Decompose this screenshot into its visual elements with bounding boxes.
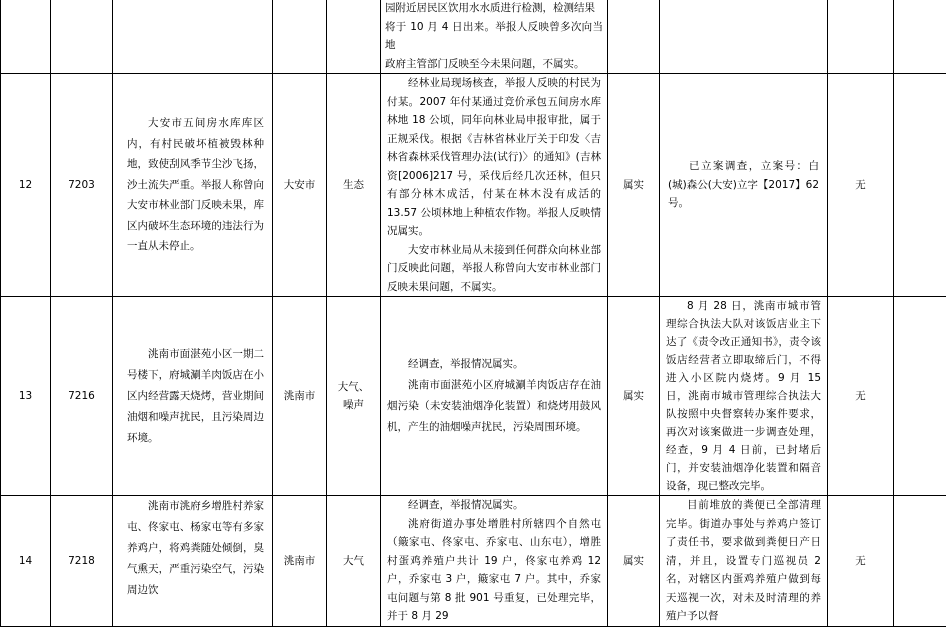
handling-cell: 目前堆放的粪便已全部清理完毕。街道办事处与养鸡户签订了责任书，要求做到粪便日产日清，并且，设置专门巡视员 2 名，对辖区内蛋鸡养殖户做到每天巡视一次，对未及时清理的养殖户予以督 xyxy=(660,496,828,627)
findings-cell xyxy=(381,74,608,297)
code-cell xyxy=(51,0,113,74)
handling-cell: 8 月 28 日，洮南市城市管理综合执法大队对该饭店业主下达了《责令改正通知书》，责令该饭店经营者立即取缔后门，不得进入小区院内烧烤。9 月 15 日，洮南市城市管理综合执法大队按照中央督察转办案件要求，再次对该案做进一步调查处理，经查，9 月 4 日前，已封堵后门，并安装油烟净化装置和隔音设备，现已整改完毕。 xyxy=(660,297,828,496)
verdict-cell: 属实 xyxy=(608,297,660,496)
findings-cell xyxy=(381,0,608,74)
seq-cell: 14 xyxy=(1,496,51,627)
table-row xyxy=(1,496,946,627)
accountability-cell xyxy=(828,0,894,74)
finding-paragraph: 经调查，举报情况属实。 xyxy=(387,354,601,375)
table-row xyxy=(1,74,946,297)
accountability-cell: 无 xyxy=(828,496,894,627)
table-row xyxy=(1,297,946,496)
verdict-cell: 属实 xyxy=(608,74,660,297)
category-cell: 生态 xyxy=(327,74,381,297)
city-cell: 洮南市 xyxy=(273,297,327,496)
fragment-line: 将于 10 月 4 日出来。举报人反映曾多次向当地 xyxy=(385,18,603,55)
finding-paragraph: 洮府街道办事处增胜村所辖四个自然屯（簸家屯、佟家屯、乔家屯、山东屯），增胜村蛋鸡养殖户共计 19 户，佟家屯养鸡 12 户，乔家屯 3 户，簸家屯 7 户。其中，乔家屯问题与第 8 批 901 号重复，已处理完毕，并于 8 月 29 xyxy=(387,515,601,626)
code-cell: 7216 xyxy=(51,297,113,496)
finding-paragraph: 大安市林业局从未接到任何群众向林业部门反映此问题，举报人称曾向大安市林业部门反映未果问题，不属实。 xyxy=(387,241,601,297)
remark-cell xyxy=(894,496,946,627)
remark-cell xyxy=(894,297,946,496)
fragment-line: 政府主管部门反映至今未果问题，不属实。 xyxy=(385,55,603,74)
verdict-cell: 属实 xyxy=(608,496,660,627)
content-cell: 大安市五间房水库库区内，有村民破坏植被毁林种地，致使刮风季节尘沙飞扬，沙土流失严重。举报人称曾向大安市林业部门反映未果，库区内破坏生态环境的违法行为一直从未停止。 xyxy=(113,74,273,297)
content-cell: 洮南市洮府乡增胜村养家屯、佟家屯、杨家屯等有多家养鸡户，将鸡粪随处倾倒，臭气熏天，严重污染空气，污染周边饮 xyxy=(113,496,273,627)
city-cell xyxy=(273,0,327,74)
remark-cell xyxy=(894,0,946,74)
accountability-cell: 无 xyxy=(828,297,894,496)
finding-paragraph: 经林业局现场核查，举报人反映的村民为付某。2007 年付某通过竞价承包五间房水库林地 18 公顷，同年向林业局申报审批，属于正规采伐。根据《吉林省林业厅关于印发〈吉林省森林采伐管理办法(试行)〉的通知》(吉林资[2006]217 号，采伐后经几次还林，但只有部分林木成活，付某在林木没有成活的 13.57 公顷林地上种植农作物。举报人反映情况属实。 xyxy=(387,74,601,241)
findings-cell xyxy=(381,496,608,627)
content-cell xyxy=(113,0,273,74)
seq-cell: 13 xyxy=(1,297,51,496)
city-cell: 大安市 xyxy=(273,74,327,297)
content-cell: 洮南市面湛苑小区一期二号楼下，府城涮羊肉饭店在小区内经营露天烧烤，营业期间油烟和噪声扰民，且污染周边环境。 xyxy=(113,297,273,496)
seq-cell: 12 xyxy=(1,74,51,297)
fragment-line: 园附近居民区饮用水水质进行检测，检测结果 xyxy=(385,0,603,18)
category-cell xyxy=(327,0,381,74)
finding-paragraph: 经调查，举报情况属实。 xyxy=(387,496,601,515)
table-row xyxy=(1,0,946,74)
finding-paragraph: 洮南市面湛苑小区府城涮羊肉饭店存在油烟污染（未安装油烟净化装置）和烧烤用鼓风机，产生的油烟噪声扰民，污染周围环境。 xyxy=(387,375,601,438)
category-cell: 大气 xyxy=(327,496,381,627)
handling-cell: 已立案调查，立案号：白(城)森公(大安)立字【2017】62 号。 xyxy=(660,74,828,297)
accountability-cell: 无 xyxy=(828,74,894,297)
category-cell: 大气、噪声 xyxy=(327,297,381,496)
findings-cell xyxy=(381,297,608,496)
code-cell: 7218 xyxy=(51,496,113,627)
remark-cell xyxy=(894,74,946,297)
seq-cell xyxy=(1,0,51,74)
city-cell: 洮南市 xyxy=(273,496,327,627)
handling-cell xyxy=(660,0,828,74)
verdict-cell xyxy=(608,0,660,74)
code-cell: 7203 xyxy=(51,74,113,297)
